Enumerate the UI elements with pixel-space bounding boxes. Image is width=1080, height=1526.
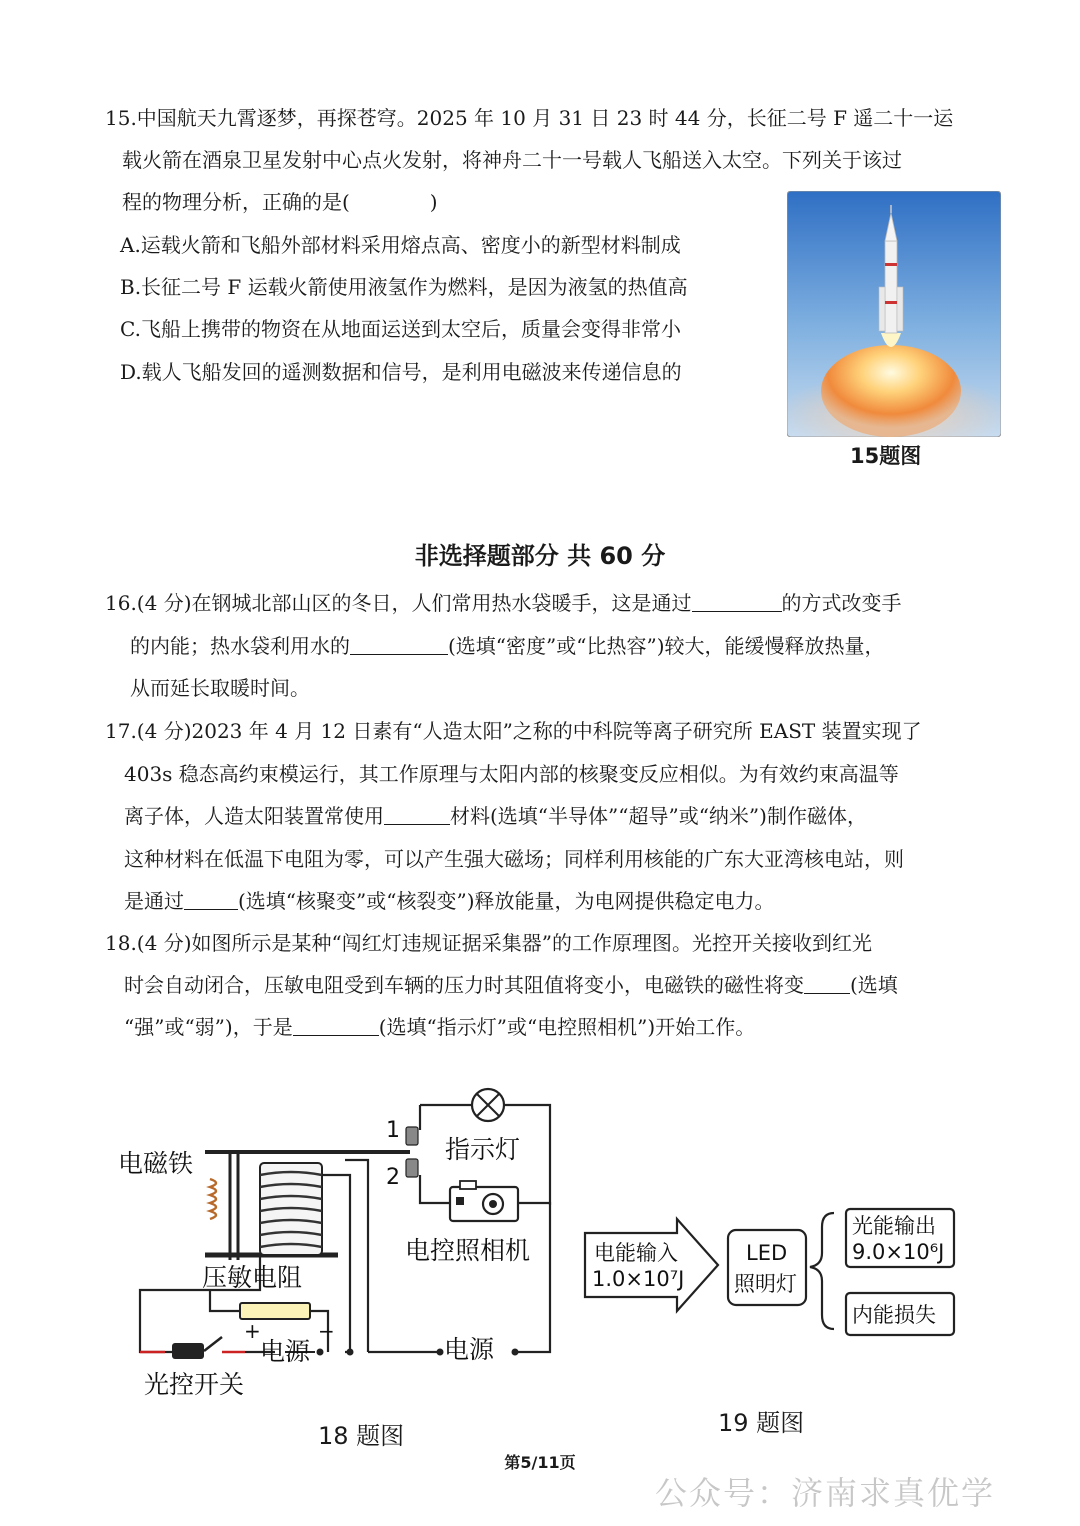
label-power-1: 电源 — [260, 1337, 311, 1366]
q17-blank-1[interactable] — [384, 804, 450, 825]
light-switch-icon — [140, 1337, 245, 1359]
q17-line3 — [124, 802, 867, 830]
q18-text: 时会自动闭合，压敏电阻受到车辆的压力时其阻值将变小，电磁铁的磁性将变 — [124, 973, 804, 997]
q18-blank-2[interactable] — [293, 1015, 379, 1036]
label-input-value: 1.0×10⁷J — [592, 1267, 685, 1291]
label-light-output-value: 9.0×10⁶J — [852, 1240, 945, 1264]
q18-blank-1[interactable] — [804, 973, 850, 994]
q15-option-d: D.载人飞船发回的遥测数据和信号，是利用电磁波来传递信息的 — [120, 360, 682, 384]
fig19-energy-flow-diagram — [582, 1205, 962, 1340]
label-led-lamp: 照明灯 — [734, 1272, 797, 1296]
q16-text: 的内能；热水袋利用水的 — [130, 634, 350, 658]
label-minus: − — [318, 1319, 335, 1343]
q15-option-a: A.运载火箭和飞船外部材料采用熔点高、密度小的新型材料制成 — [120, 233, 681, 257]
q17-text: 材料(选填“半导体”“超导”或“纳米”)制作磁体， — [450, 804, 867, 828]
label-light-switch: 光控开关 — [144, 1370, 245, 1399]
rocket-launch-image — [787, 191, 1001, 437]
q17-line1: 17.(4 分)2023 年 4 月 12 日素有“人造太阳”之称的中科院等离子研究所 EAST 装置实现了 — [105, 719, 922, 743]
q18-line3 — [124, 1013, 755, 1041]
q16-text: (选填“密度”或“比热容”)较大，能缓慢释放热量， — [448, 634, 885, 658]
camera-icon — [450, 1181, 518, 1221]
label-camera: 电控照相机 — [405, 1236, 531, 1265]
q17-text: 离子体，人造太阳装置常使用 — [124, 804, 384, 828]
q15-line2: 载火箭在酒泉卫星发射中心点火发射，将神舟二十一号载人飞船送入太空。下列关于该过 — [122, 148, 902, 172]
q17-text: (选填“核聚变”或“核裂变”)释放能量，为电网提供稳定电力。 — [238, 889, 775, 913]
q16-text: 的方式改变手 — [781, 591, 902, 615]
q18-text: (选填 — [850, 973, 898, 997]
q18-text: “强”或“弱”)，于是 — [124, 1015, 293, 1039]
label-varistor: 压敏电阻 — [202, 1263, 303, 1292]
label-electromagnet: 电磁铁 — [118, 1149, 194, 1178]
label-power-2: 电源 — [444, 1335, 495, 1364]
fig18-circuit-diagram — [110, 1075, 570, 1410]
q18-line1: 18.(4 分)如图所示是某种“闯红灯违规证据采集器”的工作原理图。光控开关接收到红光 — [105, 931, 872, 955]
page-number: 第5/11页 — [504, 1453, 576, 1472]
input-arrow-icon — [585, 1219, 718, 1311]
q18-text: (选填“指示灯”或“电控照相机”)开始工作。 — [378, 1015, 756, 1039]
fig18-caption: 18 题图 — [318, 1422, 405, 1450]
q16-line2 — [130, 632, 885, 660]
q17-line5 — [124, 887, 775, 915]
label-heat-loss: 内能损失 — [852, 1303, 936, 1327]
fig19-caption: 19 题图 — [718, 1409, 805, 1437]
q16-blank-2[interactable] — [350, 634, 448, 655]
section-title: 非选择题部分 共 60 分 — [414, 542, 666, 570]
q16-line1 — [105, 589, 902, 617]
q17-blank-2[interactable] — [184, 889, 238, 910]
q15-line1: 15.中国航天九霄逐梦，再探苍穹。2025 年 10 月 31 日 23 时 44 分，长征二号 F 遥二十一运 — [105, 106, 954, 130]
q16-text: 16.(4 分)在钢城北部山区的冬日，人们常用热水袋暖手，这是通过 — [105, 591, 692, 615]
label-contact-2: 2 — [386, 1165, 400, 1190]
q17-line2: 403s 稳态高约束模运行，其工作原理与太阳内部的核聚变反应相似。为有效约束高温等 — [124, 762, 899, 786]
label-contact-1: 1 — [386, 1118, 400, 1143]
label-indicator: 指示灯 — [445, 1135, 521, 1164]
label-light-output: 光能输出 — [852, 1214, 936, 1238]
q18-line2 — [124, 971, 898, 999]
label-plus: + — [244, 1319, 261, 1343]
q15-option-c: C.飞船上携带的物资在从地面运送到太空后，质量会变得非常小 — [120, 317, 681, 341]
q17-text: 是通过 — [124, 889, 184, 913]
q15-figure-caption: 15题图 — [850, 444, 922, 468]
q16-line3: 从而延长取暖时间。 — [130, 676, 310, 700]
watermark: 公众号：济南求真优学 — [655, 1474, 996, 1512]
label-led: LED — [746, 1241, 788, 1265]
q16-blank-1[interactable] — [692, 591, 782, 612]
q17-line4: 这种材料在低温下电阻为零，可以产生强大磁场；同样利用核能的广东大亚湾核电站，则 — [124, 847, 904, 871]
q15-option-b: B.长征二号 F 运载火箭使用液氢作为燃料，是因为液氢的热值高 — [120, 275, 688, 299]
q15-line3: 程的物理分析，正确的是( ) — [122, 190, 438, 214]
varistor-icon — [240, 1303, 310, 1319]
label-input: 电能输入 — [594, 1241, 678, 1265]
